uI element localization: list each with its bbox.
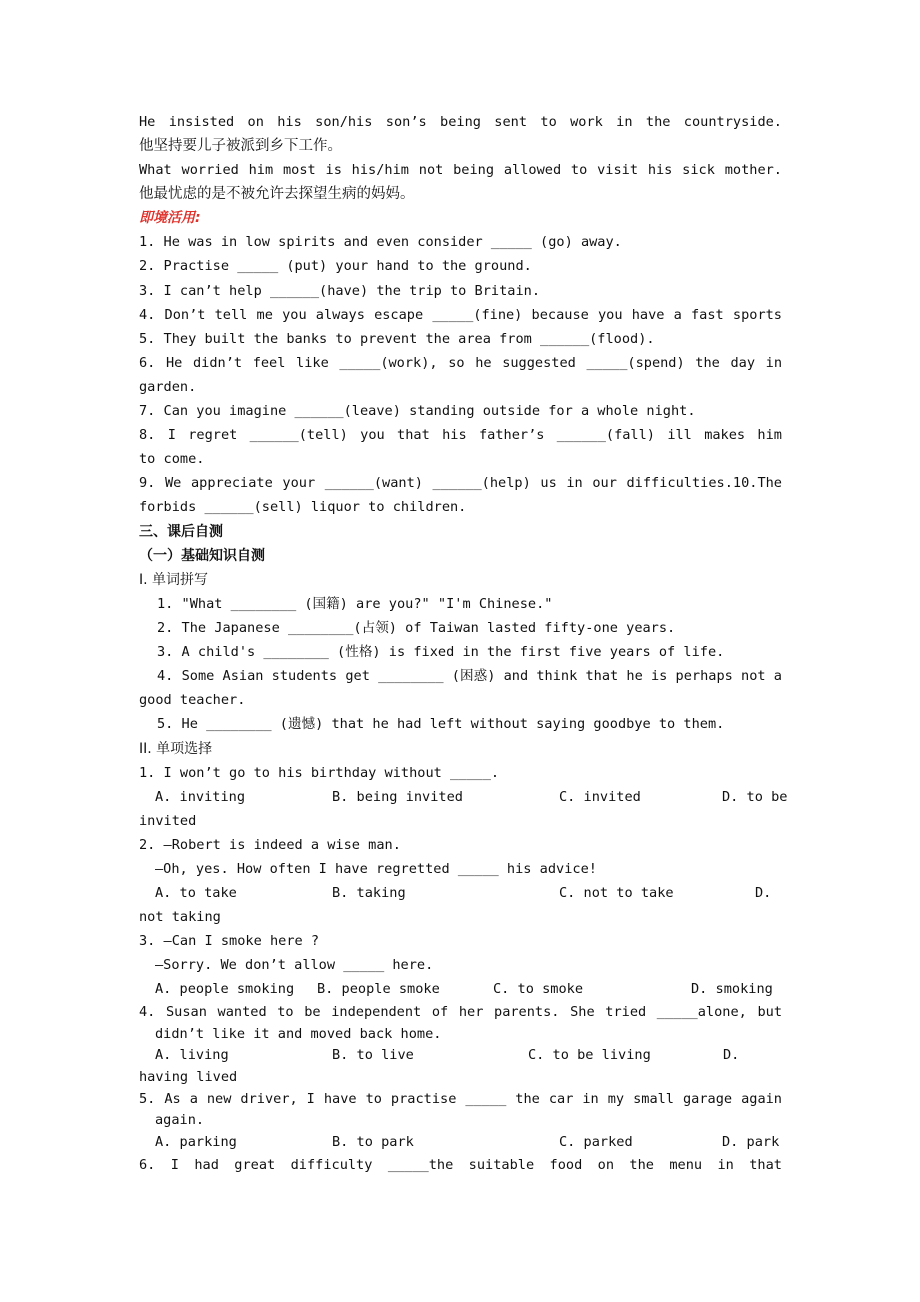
practice-line: 5. They built the banks to prevent the area from ______(flood). — [139, 331, 655, 347]
question-stem: 3. —Can I smoke here ? — [139, 933, 320, 949]
question-options — [155, 883, 782, 903]
practice-line: 2. Practise _____ (put) your hand to the ground. — [139, 258, 532, 274]
section-heading: 三、课后自测 — [139, 524, 223, 540]
option-c: C. parked — [559, 1134, 633, 1150]
option-d: D. — [723, 1047, 740, 1063]
question-stem: 1. I won’t go to his birthday without _____. — [139, 765, 500, 781]
question-stem: didn’t like it and moved back home. — [155, 1026, 442, 1042]
spelling-item: 2. The Japanese ________(占领) of Taiwan lasted fifty-one years. — [157, 620, 676, 636]
spelling-item: 1. "What ________ (国籍) are you?" "I'm Chinese." — [157, 596, 553, 612]
question-stem: 4. Susan wanted to be independent of her parents. She tried _____alone, but — [139, 1004, 782, 1020]
option-c: C. not to take — [559, 885, 674, 901]
question-stem: 2. —Robert is indeed a wise man. — [139, 837, 401, 853]
option-b: B. people smoke — [317, 981, 440, 997]
question-stem: 6. I had great difficulty _____the suitable food on the menu in that — [139, 1157, 782, 1173]
option-d: D. park — [722, 1134, 780, 1150]
example-sentence-zh: 他坚持要儿子被派到乡下工作。 — [139, 138, 342, 154]
question-stem: —Oh, yes. How often I have regretted _____ his advice! — [155, 861, 597, 877]
example-sentence-en: He insisted on his son/his son’s being sent to work in the countryside. — [139, 114, 782, 130]
option-a: A. parking — [155, 1134, 237, 1150]
question-options — [155, 1132, 782, 1152]
practice-line: garden. — [139, 379, 197, 395]
option-c: C. to smoke — [493, 981, 584, 997]
practice-line: 8. I regret ______(tell) you that his father’s ______(fall) ill makes him — [139, 427, 782, 443]
option-a: A. to take — [155, 885, 237, 901]
option-c: C. to be living — [528, 1047, 651, 1063]
spelling-item: good teacher. — [139, 692, 246, 708]
example-sentence-en: What worried him most is his/him not being allowed to visit his sick mother. — [139, 162, 782, 178]
practice-line: 3. I can’t help ______(have) the trip to Britain. — [139, 283, 541, 299]
option-d: D. to be — [722, 789, 788, 805]
practice-line: 4. Don’t tell me you always escape _____(fine) because you have a fast sports — [139, 307, 782, 323]
question-options — [155, 1045, 782, 1065]
spelling-item: 5. He ________ (遗憾) that he had left without saying goodbye to them. — [157, 716, 725, 732]
option-a: A. people smoking — [155, 981, 295, 997]
practice-line: 6. He didn’t feel like _____(work), so he suggested _____(spend) the day in — [139, 355, 782, 371]
practice-line: 1. He was in low spirits and even consider _____ (go) away. — [139, 234, 622, 250]
option-d: D. — [755, 885, 772, 901]
part-heading: II. 单项选择 — [139, 741, 213, 757]
option-b: B. being invited — [332, 789, 463, 805]
question-stem: 5. As a new driver, I have to practise _____ the car in my small garage again — [139, 1091, 782, 1107]
practice-line: 9. We appreciate your ______(want) ______(help) us in our difficulties.10.The — [139, 475, 782, 491]
option-c: C. invited — [559, 789, 641, 805]
practice-line: forbids ______(sell) liquor to children. — [139, 499, 467, 515]
option-b: B. to park — [332, 1134, 414, 1150]
section-subheading: （一）基础知识自测 — [139, 548, 265, 564]
spelling-item: 4. Some Asian students get ________ (困惑) and think that he is perhaps not a — [157, 668, 782, 684]
spelling-item: 3. A child's ________ (性格) is fixed in the first five years of life. — [157, 644, 725, 660]
practice-line: to come. — [139, 451, 205, 467]
option-a: A. living — [155, 1047, 229, 1063]
part-heading: I. 单词拼写 — [139, 572, 209, 588]
option-a: A. inviting — [155, 789, 246, 805]
question-stem: —Sorry. We don’t allow _____ here. — [155, 957, 434, 973]
practice-line: 7. Can you imagine ______(leave) standing outside for a whole night. — [139, 403, 696, 419]
option-b: B. to live — [332, 1047, 414, 1063]
question-options — [155, 979, 782, 999]
option-b: B. taking — [332, 885, 406, 901]
question-stem: again. — [155, 1112, 205, 1128]
question-options — [155, 787, 788, 807]
practice-heading: 即境活用: — [139, 210, 201, 226]
option-wrap: having lived — [139, 1069, 238, 1085]
option-wrap: invited — [139, 813, 197, 829]
option-d: D. smoking — [691, 981, 773, 997]
example-sentence-zh: 他最忧虑的是不被允许去探望生病的妈妈。 — [139, 186, 415, 202]
option-wrap: not taking — [139, 909, 221, 925]
